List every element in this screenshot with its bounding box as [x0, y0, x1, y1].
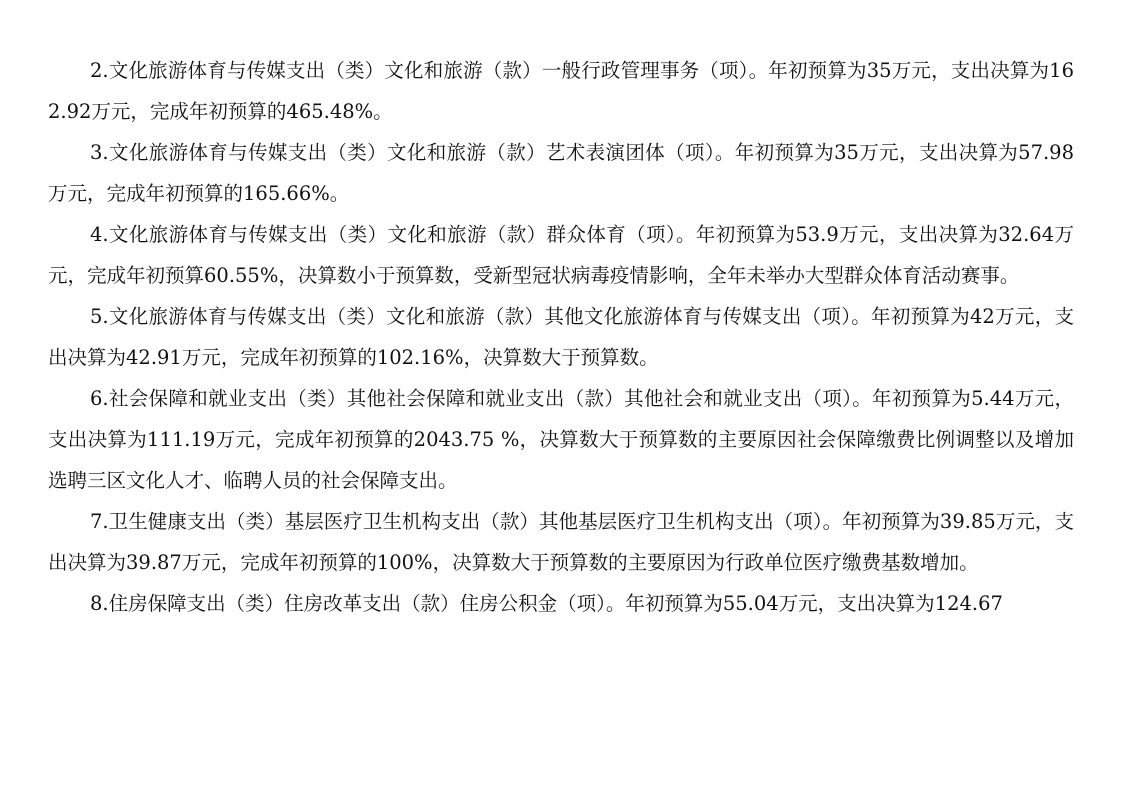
paragraph-item-7: 7.卫生健康支出（类）基层医疗卫生机构支出（款）其他基层医疗卫生机构支出（项）。年初预算为39.85万元，支出决算为39.87万元，完成年初预算的100%，决算数大于预算数的主要原因为行政单位医疗缴费基数增加。 — [48, 510, 1074, 574]
paragraph-item-8: 8.住房保障支出（类）住房改革支出（款）住房公积金（项）。年初预算为55.04万元，支出决算为124.67 — [90, 592, 1003, 615]
document-body — [48, 50, 1074, 624]
paragraph-item-4: 4.文化旅游体育与传媒支出（类）文化和旅游（款）群众体育（项）。年初预算为53.9万元，支出决算为32.64万元，完成年初预算60.55%，决算数小于预算数，受新型冠状病毒疫情影响，全年未举办大型群众体育活动赛事。 — [48, 223, 1074, 287]
paragraph-item-5: 5.文化旅游体育与传媒支出（类）文化和旅游（款）其他文化旅游体育与传媒支出（项）。年初预算为42万元，支出决算为42.91万元，完成年初预算的102.16%，决算数大于预算数。 — [48, 305, 1074, 369]
paragraph-item-2: 2.文化旅游体育与传媒支出（类）文化和旅游（款）一般行政管理事务（项）。年初预算为35万元，支出决算为162.92万元，完成年初预算的465.48%。 — [48, 59, 1074, 123]
paragraph-item-6: 6.社会保障和就业支出（类）其他社会保障和就业支出（款）其他社会和就业支出（项）。年初预算为5.44万元，支出决算为111.19万元，完成年初预算的2043.75 %，决算数大于预算数的主要原因社会保障缴费比例调整以及增加选聘三区文化人才、临聘人员的社会保障支出。 — [48, 387, 1074, 492]
paragraph-item-3: 3.文化旅游体育与传媒支出（类）文化和旅游（款）艺术表演团体（项）。年初预算为35万元，支出决算为57.98万元，完成年初预算的165.66%。 — [48, 141, 1074, 205]
